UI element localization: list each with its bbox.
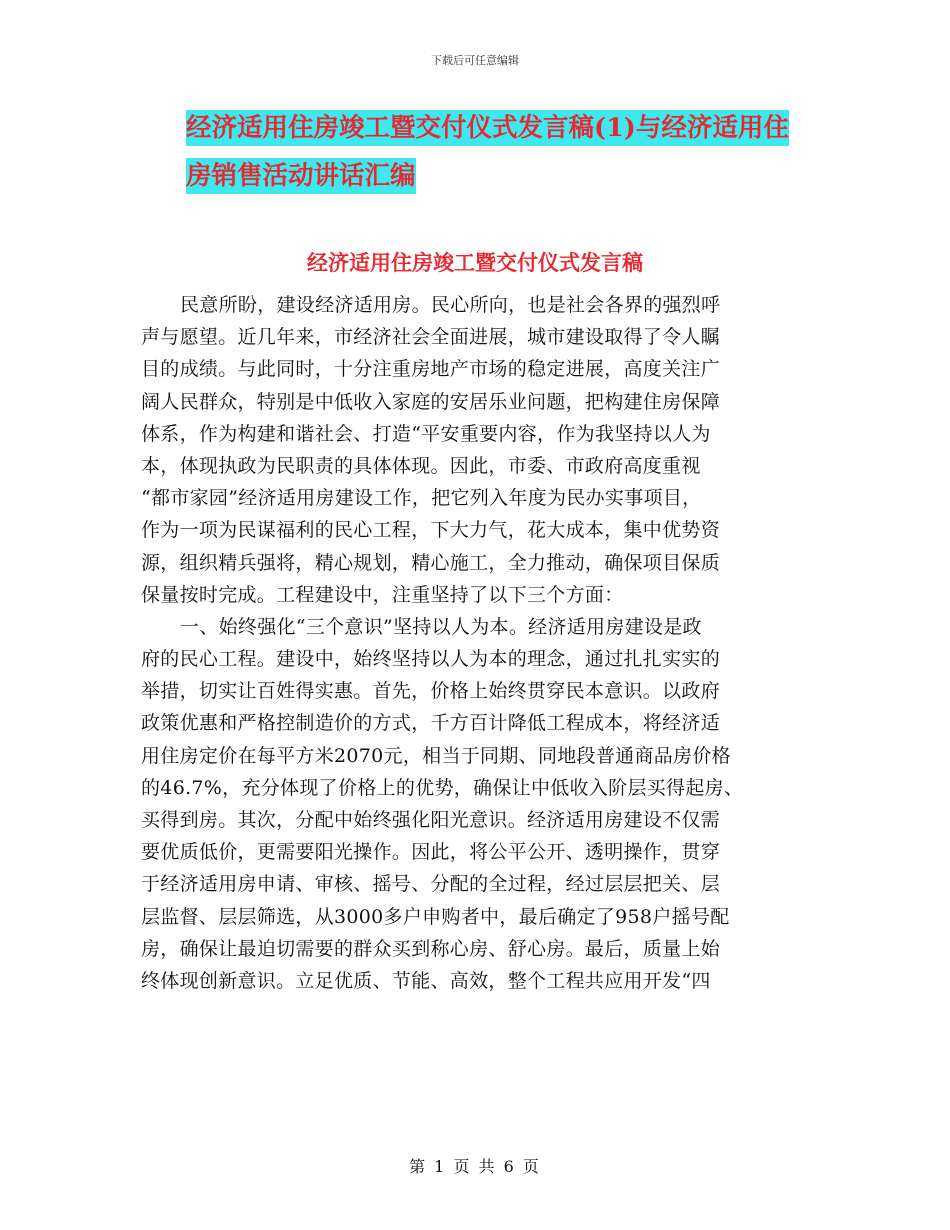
body-line: 作为一项为民谋福利的民心工程，下大力气，花大成本，集中优势资 <box>141 519 721 542</box>
document-title <box>186 110 826 194</box>
body-line: 目的成绩。与此同时，十分注重房地产市场的稳定进展，高度关注广 <box>141 358 721 381</box>
body-line: 声与愿望。近几年来，市经济社会全面进展，城市建设取得了令人瞩 <box>141 326 721 349</box>
body-line: 体系，作为构建和谐社会、打造“平安重要内容，作为我坚持以人为 <box>141 422 711 445</box>
header-note: 下载后可任意编辑 <box>431 54 519 67</box>
body-line: 源，组织精兵强将，精心规划，精心施工，全力推动，确保项目保质 <box>141 551 721 574</box>
body-line: 府的民心工程。建设中，始终坚持以人为本的理念，通过扎扎实实的 <box>141 648 721 671</box>
body-line: 买得到房。其次，分配中始终强化阳光意识。经济适用房建设不仅需 <box>141 809 721 831</box>
body-line: 一、始终强化“三个意识”坚持以人为本。经济适用房建设是政 <box>180 615 702 638</box>
body-line: 层监督、层层筛选，从3000多户申购者中，最后确定了958户摇号配 <box>141 905 730 928</box>
body-line: 保量按时完成。工程建设中，注重坚持了以下三个方面： <box>141 583 624 606</box>
body-text <box>141 289 821 997</box>
body-line: 终体现创新意识。立足优质、节能、高效，整个工程共应用开发“四 <box>141 969 711 992</box>
body-line: 本，体现执政为民职责的具体体现。因此，市委、市政府高度重视 <box>141 454 701 477</box>
body-line: 举措，切实让百姓得实惠。首先，价格上始终贯穿民本意识。以政府 <box>141 680 721 703</box>
body-line: 阔人民群众，特别是中低收入家庭的安居乐业问题，把构建住房保障 <box>141 390 721 413</box>
body-line: 政策优惠和严格控制造价的方式，千方百计降低工程成本，将经济适 <box>141 712 721 735</box>
title-line-1: 经济适用住房竣工暨交付仪式发言稿(1)与经济适用住 <box>186 110 789 146</box>
body-line: 于经济适用房申请、审核、摇号、分配的全过程，经过层层把关、层 <box>141 873 721 896</box>
body-line: 的46.7%，充分体现了价格上的优势，确保让中低收入阶层买得起房、 <box>141 776 744 799</box>
section-subtitle: 经济适用住房竣工暨交付仪式发言稿 <box>307 250 643 275</box>
body-line: 要优质低价，更需要阳光操作。因此，将公平公开、透明操作，贯穿 <box>141 841 721 864</box>
body-line: 用住房定价在每平方米2070元，相当于同期、同地段普通商品房价格 <box>141 744 731 767</box>
body-line: 民意所盼，建设经济适用房。民心所向，也是社会各界的强烈呼 <box>180 294 721 316</box>
page-footer: 第 1 页 共 6 页 <box>409 1157 541 1176</box>
body-line: “都市家园”经济适用房建设工作，把它列入年度为民办实事项目， <box>141 487 702 510</box>
title-line-2: 房销售活动讲话汇编 <box>186 158 416 194</box>
body-line: 房，确保让最迫切需要的群众买到称心房、舒心房。最后，质量上始 <box>141 937 721 960</box>
